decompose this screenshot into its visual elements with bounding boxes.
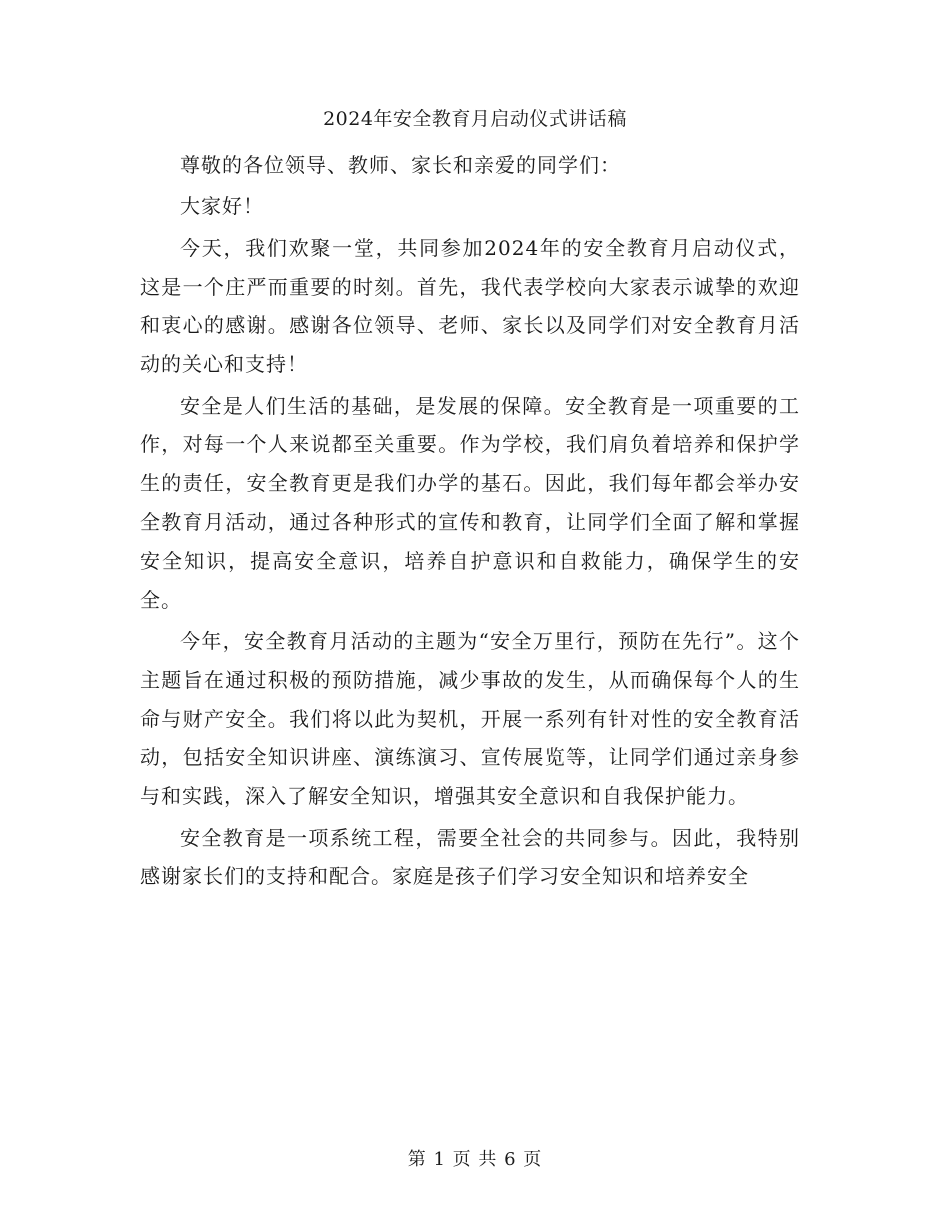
document-body — [140, 146, 800, 899]
paragraph-importance: 安全是人们生活的基础，是发展的保障。安全教育是一项重要的工作，对每一个人来说都至关重要。作为学校，我们肩负着培养和保护学生的责任，安全教育更是我们办学的基石。因此，我们每年都会举办安全教育月活动，通过各种形式的宣传和教育，让同学们全面了解和掌握安全知识，提高安全意识，培养自护意识和自救能力，确保学生的安全。 — [140, 393, 800, 612]
paragraph-theme: 今年，安全教育月活动的主题为“安全万里行，预防在先行”。这个主题旨在通过积极的预防措施，减少事故的发生，从而确保每个人的生命与财产安全。我们将以此为契机，开展一系列有针对性的安全教育活动，包括安全知识讲座、演练演习、宣传展览等，让同学们通过亲身参与和实践，深入了解安全知识，增强其安全意识和自我保护能力。 — [140, 628, 800, 809]
paragraph-family: 安全教育是一项系统工程，需要全社会的共同参与。因此，我特别感谢家长们的支持和配合。家庭是孩子们学习安全知识和培养安全 — [140, 825, 800, 889]
paragraph-salutation: 尊敬的各位领导、教师、家长和亲爱的同学们： — [180, 153, 621, 177]
document-title: 2024年安全教育月启动仪式讲话稿 — [323, 108, 627, 130]
paragraph-welcome: 今天，我们欢聚一堂，共同参加2024年的安全教育月启动仪式，这是一个庄严而重要的时刻。首先，我代表学校向大家表示诚挚的欢迎和衷心的感谢。感谢各位领导、老师、家长以及同学们对安全教育月活动的关心和支持！ — [140, 235, 800, 377]
page-footer: 第 1 页 共 6 页 — [407, 1149, 543, 1170]
paragraph-greeting: 大家好！ — [180, 194, 264, 219]
